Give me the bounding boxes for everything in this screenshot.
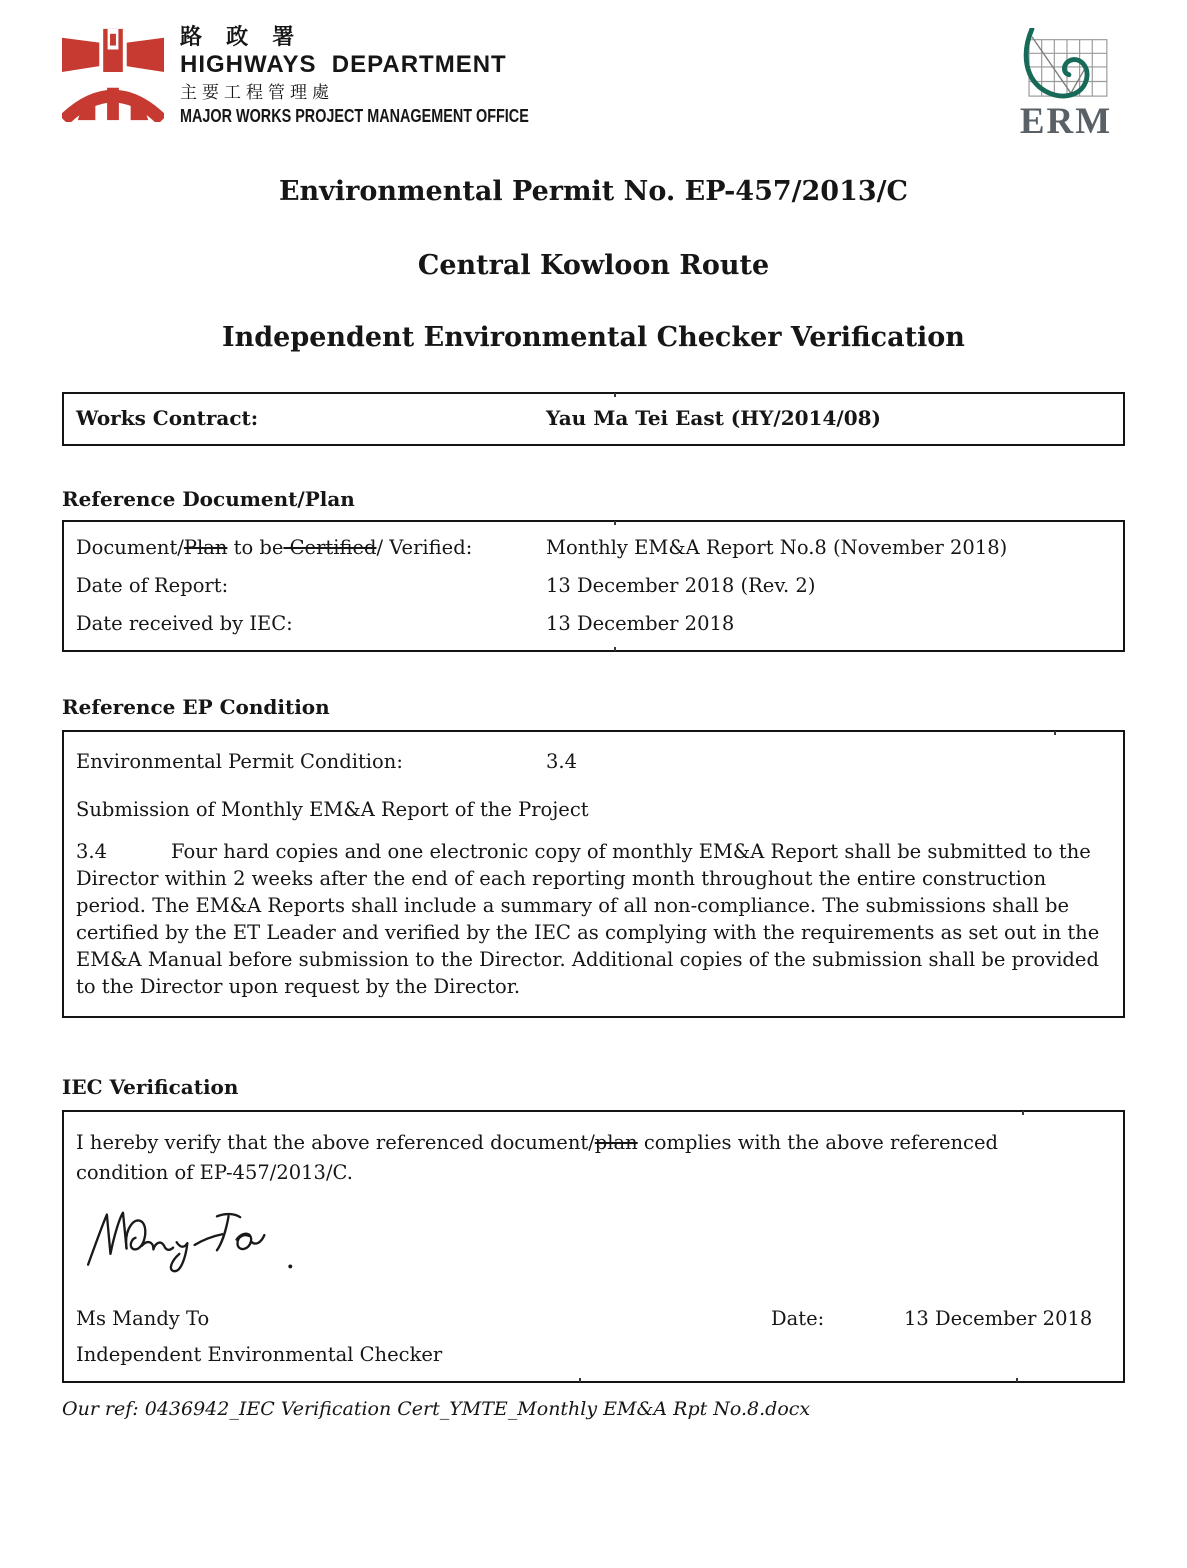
date-received-label: Date received by IEC: bbox=[76, 612, 293, 635]
permit-condition-value: 3.4 bbox=[546, 750, 578, 773]
page-title-verification: Independent Environmental Checker Verification bbox=[222, 322, 965, 353]
struck-word-plan: Plan bbox=[183, 536, 228, 559]
ep-condition-table bbox=[62, 730, 1125, 1018]
table-row bbox=[76, 572, 1111, 600]
verification-statement: I hereby verify that the above referenced document/plan complies with the above referenced condition of EP-457/2013/C. bbox=[76, 1131, 1005, 1184]
department-name-chinese: 路 政 署 bbox=[180, 24, 304, 49]
ep-condition-subheading: Submission of Monthly EM&A Report of the Project bbox=[76, 798, 589, 821]
works-contract-value: Yau Ma Tei East (HY/2014/08) bbox=[546, 406, 881, 430]
ep-condition-clause bbox=[76, 838, 1111, 1000]
clause-text: Four hard copies and one electronic copy of monthly EM&A Report shall be submitted to the Director within 2 weeks after the end of each reporting month throughout the entire construction period. The EM&A Reports shall include a summary of all non-compliance. The submissions shall be certified by the ET Leader and verified by the IEC as complying with the requirements as set out in the EM&A Manual before submission to the Director. Additional copies of the submission shall be provided to the Director upon request by the Director. bbox=[76, 840, 1100, 998]
page-title-permit-number: Environmental Permit No. EP-457/2013/C bbox=[278, 176, 909, 207]
highways-department-logo-icon bbox=[62, 26, 164, 122]
table-divider-tick bbox=[1054, 731, 1056, 735]
struck-word-plan: plan bbox=[594, 1131, 638, 1154]
table-row bbox=[76, 610, 1111, 638]
signatory-name: Ms Mandy To bbox=[76, 1307, 210, 1330]
handwritten-signature bbox=[76, 1202, 331, 1287]
date-of-report-label: Date of Report: bbox=[76, 574, 229, 597]
highways-department-block bbox=[62, 26, 616, 125]
works-contract-label: Works Contract: bbox=[76, 406, 259, 430]
date-received-value: 13 December 2018 bbox=[546, 612, 735, 635]
date-value: 13 December 2018 bbox=[904, 1307, 1093, 1330]
struck-word-certified: Certified bbox=[283, 536, 377, 559]
signatory-title: Independent Environmental Checker bbox=[76, 1343, 443, 1366]
section-heading-reference-document: Reference Document/Plan bbox=[62, 487, 355, 511]
department-name-english: HIGHWAYS DEPARTMENT bbox=[180, 51, 507, 78]
erm-wordmark: ERM bbox=[1019, 101, 1113, 142]
works-contract-table bbox=[62, 392, 1125, 446]
date-of-report-value: 13 December 2018 (Rev. 2) bbox=[546, 574, 816, 597]
clause-number: 3.4 bbox=[76, 840, 108, 863]
erm-logo-block bbox=[1007, 28, 1125, 140]
permit-condition-label: Environmental Permit Condition: bbox=[76, 750, 403, 773]
signatory-row bbox=[76, 1305, 1111, 1333]
table-divider-tick bbox=[1022, 1111, 1024, 1115]
our-ref-line: Our ref: 0436942_IEC Verification Cert_YMTE_Monthly EM&A Rpt No.8.docx bbox=[62, 1398, 811, 1420]
document-header bbox=[62, 24, 1125, 142]
table-divider-tick bbox=[1016, 1378, 1018, 1382]
department-title-block bbox=[180, 26, 616, 125]
table-divider-tick bbox=[614, 521, 616, 525]
erm-spiral-logo-icon bbox=[1014, 28, 1118, 100]
permit-condition-row bbox=[76, 748, 1111, 776]
iec-verification-table bbox=[62, 1110, 1125, 1383]
reference-document-table bbox=[62, 520, 1125, 652]
page-title-project: Central Kowloon Route bbox=[417, 250, 770, 281]
section-heading-iec-verification: IEC Verification bbox=[62, 1075, 239, 1099]
section-heading-ep-condition: Reference EP Condition bbox=[62, 695, 330, 719]
office-name-chinese: 主要工程管理處 bbox=[180, 83, 334, 102]
document-to-be-verified-label: Document/Plan to be Certified/ Verified: bbox=[76, 536, 473, 559]
document-to-be-verified-value: Monthly EM&A Report No.8 (November 2018) bbox=[546, 536, 1008, 559]
table-divider-tick bbox=[614, 647, 616, 651]
table-divider-tick bbox=[614, 393, 616, 397]
table-row bbox=[76, 534, 1111, 562]
date-label: Date: bbox=[771, 1307, 825, 1330]
office-name-english: MAJOR WORKS PROJECT MANAGEMENT OFFICE bbox=[180, 106, 529, 126]
table-divider-tick bbox=[579, 1378, 581, 1382]
